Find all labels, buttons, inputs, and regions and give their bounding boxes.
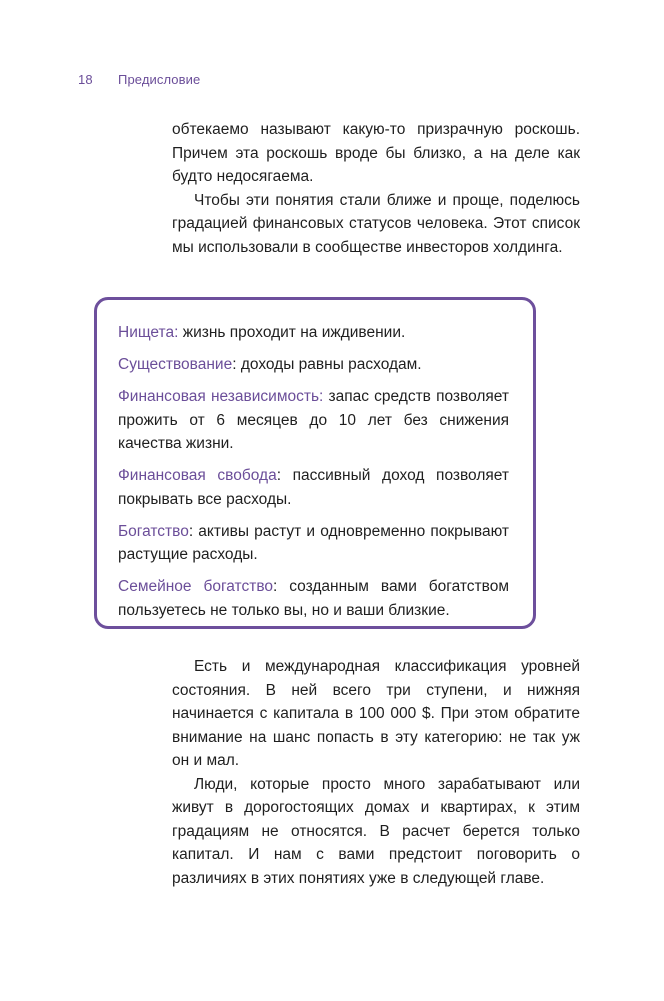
status-term: Семейное богатство <box>118 578 274 595</box>
status-definition: доходы равны расходам. <box>236 356 422 373</box>
status-separator: : <box>188 522 194 540</box>
status-item <box>118 520 509 567</box>
intro-paragraph-1: обтекаемо называют какую-то призрачную роскошь. Причем эта роскошь вроде бы близко, а на деле как будто недосягаема. <box>172 121 580 185</box>
status-definition: созданным вами богатством пользуетесь не только вы, но и ваши близкие. <box>118 578 509 619</box>
status-item <box>118 321 509 345</box>
status-item <box>118 575 509 622</box>
status-term: Финансовая свобода <box>118 467 277 484</box>
status-term: Нищета <box>118 324 175 341</box>
status-definition: жизнь проходит на иждивении. <box>178 324 406 341</box>
status-item <box>118 385 509 456</box>
status-definition: запас средств позволяет прожить от 6 месяцев до 10 лет без снижения качества жизни. <box>118 388 509 452</box>
financial-status-callout <box>94 297 536 629</box>
status-separator: : <box>276 467 281 484</box>
outro-paragraph-1: Есть и международная классификация уровней состояния. В ней всего три ступени, и нижняя начинается с капитала в 100 000 $. При этом обратите внимание на шанс попасть в эту категорию: не так уж он и мал. <box>172 658 580 769</box>
running-header <box>78 72 200 87</box>
outro-paragraph-2: Люди, которые просто много зарабатывают или живут в дорогостоящих домах и квартирах, к этим градациям не относятся. В расчет берется только капитал. И нам с вами предстоит поговорить о различиях в этих понятиях уже в следующей главе. <box>172 775 580 887</box>
status-term: Существование <box>118 356 233 373</box>
status-separator: : <box>174 324 179 341</box>
status-separator: : <box>319 388 324 405</box>
status-separator: : <box>273 578 278 595</box>
section-title: Предисловие <box>118 72 201 87</box>
status-separator: : <box>232 356 237 373</box>
status-definition: пассивный доход позволяет покрывать все расходы. <box>118 467 509 508</box>
intro-paragraph-2: Чтобы эти понятия стали ближе и проще, поделюсь градацией финансовых статусов человека. Этот список мы использовали в сообществе инвесторов холдинга. <box>172 191 580 256</box>
status-term: Богатство <box>118 522 189 540</box>
status-item <box>118 464 509 511</box>
page-number: 18 <box>78 72 93 87</box>
status-term: Финансовая независимость <box>118 388 320 405</box>
status-item <box>118 353 509 377</box>
outro-text <box>172 655 580 890</box>
status-definition: активы растут и одновременно покрывают растущие расходы. <box>118 522 509 563</box>
intro-text <box>172 118 580 259</box>
